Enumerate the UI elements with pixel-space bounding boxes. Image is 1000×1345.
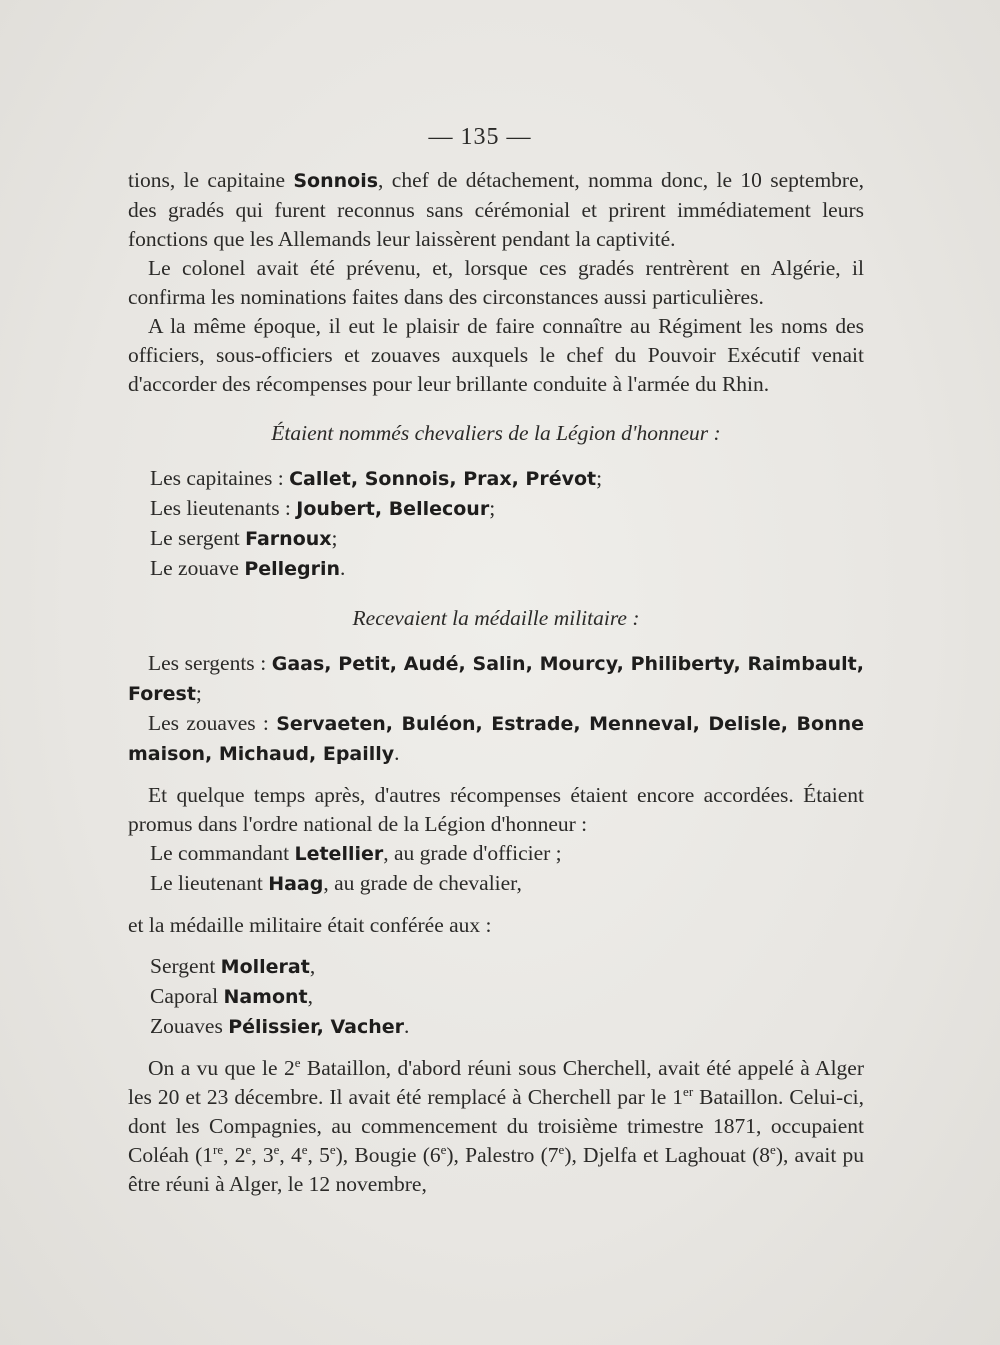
text: . — [404, 1014, 410, 1038]
text: , 4 — [279, 1143, 302, 1167]
superscript: e — [770, 1141, 776, 1157]
superscript: e — [294, 1054, 301, 1070]
superscript: re — [213, 1141, 224, 1157]
name-bold: Joubert, Bellecour — [296, 498, 490, 520]
list-item — [128, 524, 864, 554]
label: Le lieutenant — [150, 871, 269, 895]
label: Les lieutenants : — [150, 496, 297, 520]
text: ; — [489, 496, 496, 520]
label: Le commandant — [150, 841, 295, 865]
list-item — [128, 952, 864, 982]
text: . — [340, 556, 346, 580]
label: Sergent — [150, 954, 221, 978]
name-bold: Mollerat — [220, 956, 310, 978]
list-item — [128, 869, 864, 899]
text: ; — [596, 466, 603, 490]
text: On a vu que le 2 — [148, 1056, 295, 1080]
text: Bataillon. Celui-ci, dont les Compagnies, au commencement du troisième trimestre 1871, occupaient Coléah (1 — [128, 1085, 865, 1167]
name-bold: Gaas, Petit, Audé, Salin, Mourcy, Philiberty, Raimbault, Forest — [128, 653, 864, 705]
text: , au grade de chevalier, — [323, 871, 522, 895]
superscript: e — [273, 1141, 280, 1157]
name-bold: Callet, Sonnois, Prax, Prévot — [289, 468, 597, 490]
heading-medaille: Recevaient la médaille militaire : — [352, 606, 640, 630]
paragraph-6 — [128, 1054, 864, 1199]
superscript: e — [558, 1141, 565, 1157]
paragraph-4: Et quelque temps après, d'autres récompenses étaient encore accordées. Étaient promus dans l'ordre national de la Légion d'honneur : — [128, 783, 864, 836]
name-bold: Letellier — [294, 843, 384, 865]
text: , 5 — [307, 1143, 330, 1167]
text: ), Palestro (7 — [446, 1143, 559, 1167]
superscript: e — [245, 1141, 252, 1157]
text: , — [309, 954, 316, 978]
label: Les capitaines : — [150, 466, 290, 490]
label: Les zouaves : — [148, 711, 277, 735]
list-item — [128, 839, 864, 869]
paragraph-3: A la même époque, il eut le plaisir de faire connaître au Régiment les noms des officiers, sous-officiers et zouaves auxquels le chef du Pouvoir Exécutif venait d'accorder des récompenses pour leur brillante conduite à l'armée du Rhin. — [128, 314, 864, 396]
page-body — [128, 166, 864, 1199]
name-bold: Servaeten, Buléon, Estrade, Menneval, Delisle, Bonne maison, Michaud, Epailly — [128, 713, 865, 765]
name-bold: Pélissier, Vacher — [228, 1016, 405, 1038]
text: . — [394, 741, 400, 765]
paragraph-1 — [128, 166, 864, 254]
text: ), Bougie (6 — [335, 1143, 441, 1167]
heading-legion: Étaient nommés chevaliers de la Légion d'honneur : — [271, 421, 721, 445]
superscript: e — [440, 1141, 447, 1157]
list-item — [128, 494, 864, 524]
label: Le zouave — [150, 556, 245, 580]
text: ; — [195, 681, 202, 705]
text: ; — [331, 526, 338, 550]
text: , chef de détachement, nomma donc, le 10 septembre, des gradés qui furent reconnus sans cérémonial et prirent immédiatement leurs fonctions que les Allemands leur laissèrent pendant la captivité. — [128, 168, 864, 251]
label: Zouaves — [150, 1014, 229, 1038]
paragraph-5: et la médaille militaire était conférée aux : — [128, 913, 492, 937]
text: ), Djelfa et Laghouat (8 — [564, 1143, 771, 1167]
list-item — [128, 1012, 864, 1042]
text: , 3 — [251, 1143, 274, 1167]
text: Bataillon, d'abord réuni sous Cherchell, avait été appelé à Alger les 20 et 23 décembre. Il avait été remplacé à Cherchell par le 1 — [128, 1056, 864, 1109]
superscript: e — [329, 1141, 336, 1157]
text: tions, le capitaine — [128, 168, 294, 192]
page-number: — 135 — — [428, 124, 532, 150]
name-bold: Haag — [268, 873, 324, 895]
list-item — [128, 464, 864, 494]
text: ), avait pu être réuni à Alger, le 12 novembre, — [128, 1143, 865, 1196]
list-item — [128, 709, 864, 769]
label: Les sergents : — [148, 651, 272, 675]
superscript: er — [683, 1083, 694, 1099]
name-bold: Farnoux — [245, 528, 332, 550]
list-item — [128, 649, 864, 709]
label: Caporal — [150, 984, 224, 1008]
text: , au grade d'officier ; — [383, 841, 562, 865]
name-bold: Pellegrin — [244, 558, 341, 580]
superscript: e — [301, 1141, 308, 1157]
text: , — [307, 984, 313, 1008]
name-bold: Namont — [223, 986, 308, 1008]
list-item — [128, 982, 864, 1012]
name-bold: Sonnois — [293, 170, 379, 192]
text: , 2 — [223, 1143, 246, 1167]
paragraph-2: Le colonel avait été prévenu, et, lorsque ces gradés rentrèrent en Algérie, il confirma les nominations faites dans des circonstances aussi particulières. — [128, 256, 864, 309]
list-item — [128, 554, 864, 584]
label: Le sergent — [150, 526, 246, 550]
